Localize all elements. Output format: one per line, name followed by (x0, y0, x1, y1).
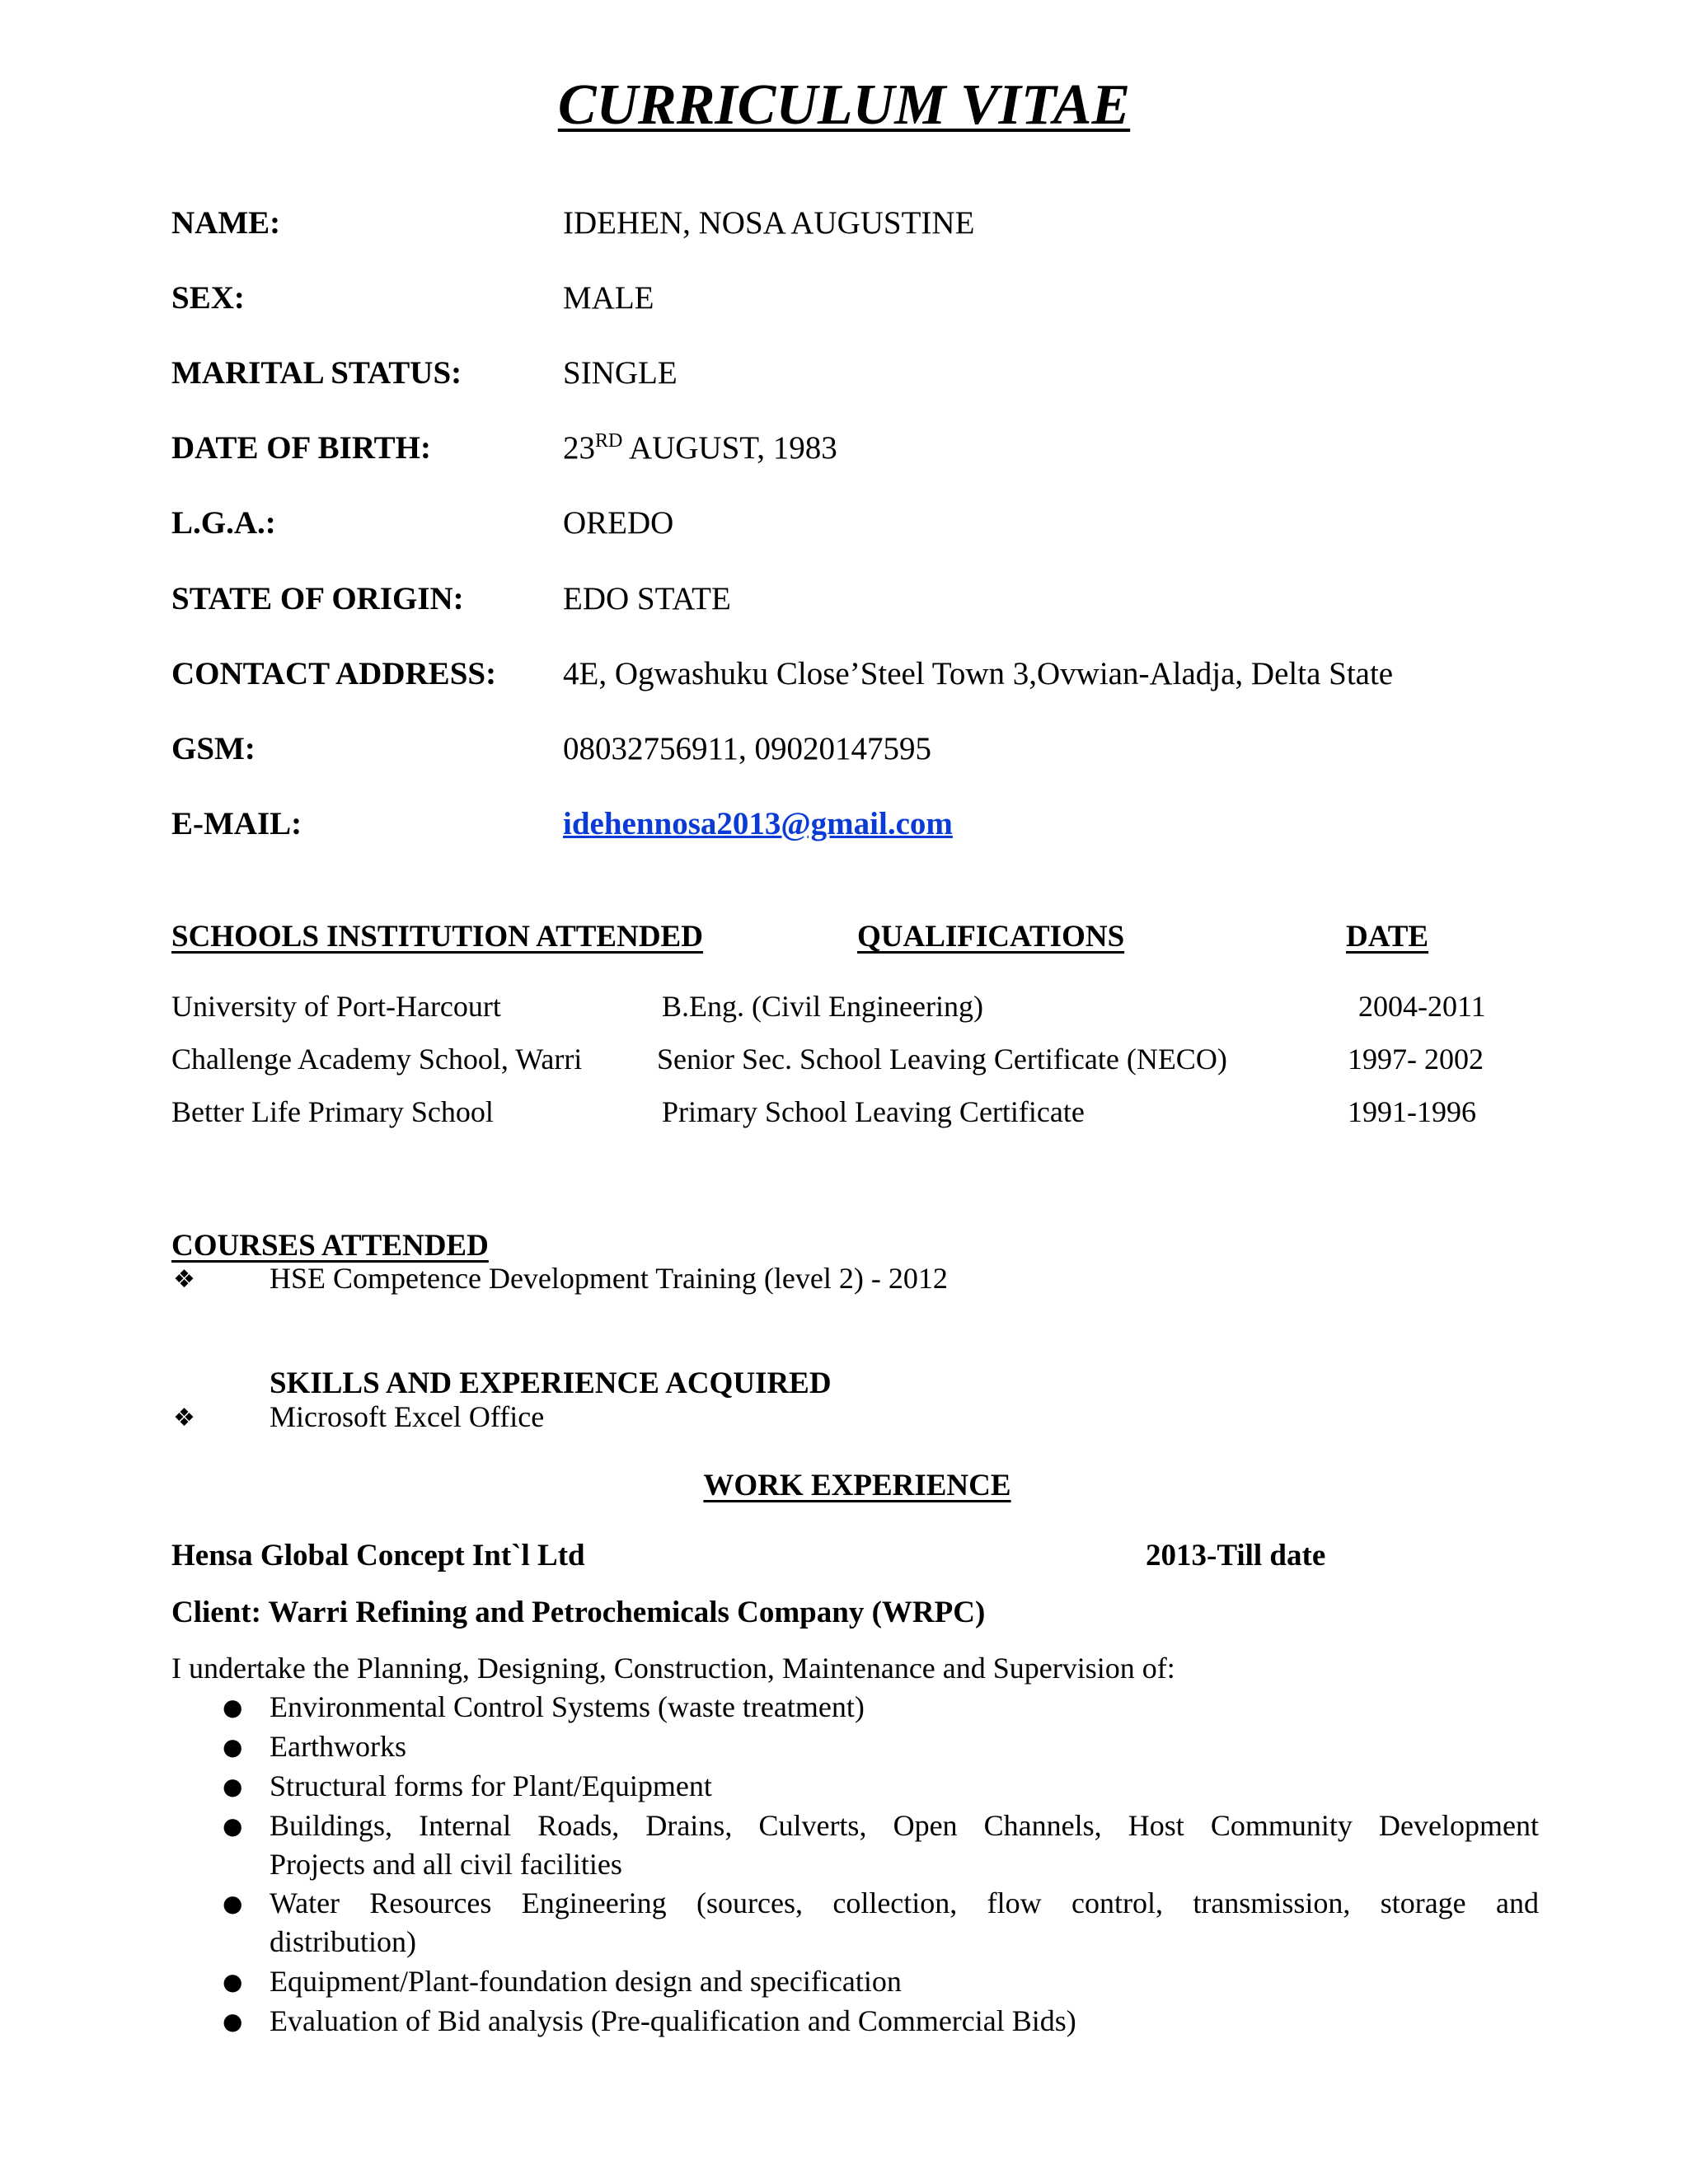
duty-item: Equipment/Plant-foundation design and specification (270, 1965, 902, 1998)
gsm-value: 08032756911, 09020147595 (563, 731, 932, 766)
duty-item-continued: Projects and all civil facilities (270, 1848, 622, 1881)
education-row-2-date: 1997- 2002 (1348, 1043, 1484, 1076)
duty-item: Buildings, Internal Roads, Drains, Culverts, Open Channels, Host Community Development (270, 1809, 1539, 1842)
education-row-2-qualification: Senior Sec. School Leaving Certificate (NECO) (657, 1043, 1227, 1076)
dob-day: 23 (563, 430, 595, 466)
dob-value (563, 429, 837, 466)
contact-address-label: CONTACT ADDRESS: (171, 656, 497, 691)
duty-item: Structural forms for Plant/Equipment (270, 1769, 712, 1802)
education-row-3-date: 1991-1996 (1348, 1095, 1476, 1128)
date-column-header: DATE (1346, 920, 1429, 954)
dob-label: DATE OF BIRTH: (171, 430, 431, 466)
education-row-1-school: University of Port-Harcourt (171, 990, 501, 1023)
duty-item: Water Resources Engineering (sources, collection, flow control, transmission, storage and (270, 1886, 1539, 1919)
name-label: NAME: (171, 205, 281, 241)
gsm-label: GSM: (171, 731, 256, 766)
bullet-icon: ● (223, 1694, 243, 1721)
duty-item: Environmental Control Systems (waste treatment) (270, 1690, 865, 1723)
education-row-2-school: Challenge Academy School, Warri (171, 1043, 583, 1076)
diamond-bullet-icon: ❖ (173, 1404, 195, 1432)
bullet-icon: ● (223, 1773, 243, 1800)
email-label: E-MAIL: (171, 806, 302, 841)
courses-heading: COURSES ATTENDED (171, 1229, 489, 1263)
document-title: CURRICULUM VITAE (557, 73, 1131, 137)
duty-item-continued: distribution) (270, 1925, 416, 1958)
sex-label: SEX: (171, 280, 245, 316)
education-row-3-school: Better Life Primary School (171, 1095, 494, 1128)
sex-value: MALE (563, 280, 654, 316)
company-name: Hensa Global Concept Int`l Ltd (171, 1539, 585, 1572)
email-link[interactable]: idehennosa2013@gmail.com (563, 806, 953, 841)
skill-item: Microsoft Excel Office (270, 1400, 545, 1433)
bullet-icon: ● (223, 2008, 243, 2035)
work-experience-heading: WORK EXPERIENCE (703, 1469, 1011, 1502)
client-line: Client: Warri Refining and Petrochemicals Company (WRPC) (171, 1596, 986, 1629)
bullet-icon: ● (223, 1733, 243, 1760)
duties-intro: I undertake the Planning, Designing, Construction, Maintenance and Supervision of: (171, 1652, 1175, 1685)
marital-status-value: SINGLE (563, 355, 678, 391)
name-value: IDEHEN, NOSA AUGUSTINE (563, 205, 975, 241)
lga-value: OREDO (563, 505, 674, 541)
state-of-origin-value: EDO STATE (563, 581, 731, 616)
state-of-origin-label: STATE OF ORIGIN: (171, 581, 464, 616)
education-row-1-qualification: B.Eng. (Civil Engineering) (662, 990, 983, 1023)
skills-heading: SKILLS AND EXPERIENCE ACQUIRED (270, 1366, 832, 1400)
lga-label: L.G.A.: (171, 505, 276, 541)
education-row-3-qualification: Primary School Leaving Certificate (662, 1095, 1085, 1128)
bullet-icon: ● (223, 1890, 243, 1917)
marital-status-label: MARITAL STATUS: (171, 355, 462, 391)
dob-month-year: AUGUST, 1983 (622, 430, 837, 466)
diamond-bullet-icon: ❖ (173, 1265, 195, 1294)
course-item: HSE Competence Development Training (level 2) - 2012 (270, 1262, 948, 1295)
duty-item: Evaluation of Bid analysis (Pre-qualification and Commercial Bids) (270, 2004, 1076, 2037)
school-column-header: SCHOOLS INSTITUTION ATTENDED (171, 920, 703, 954)
qualification-column-header: QUALIFICATIONS (857, 920, 1125, 954)
dob-ordinal: RD (595, 430, 623, 452)
education-row-1-date: 2004-2011 (1358, 990, 1486, 1023)
bullet-icon: ● (223, 1968, 243, 1995)
contact-address-value: 4E, Ogwashuku Close’Steel Town 3,Ovwian-Aladja, Delta State (563, 656, 1394, 691)
duty-item: Earthworks (270, 1730, 406, 1763)
employment-period: 2013-Till date (1146, 1539, 1326, 1572)
bullet-icon: ● (223, 1812, 243, 1840)
